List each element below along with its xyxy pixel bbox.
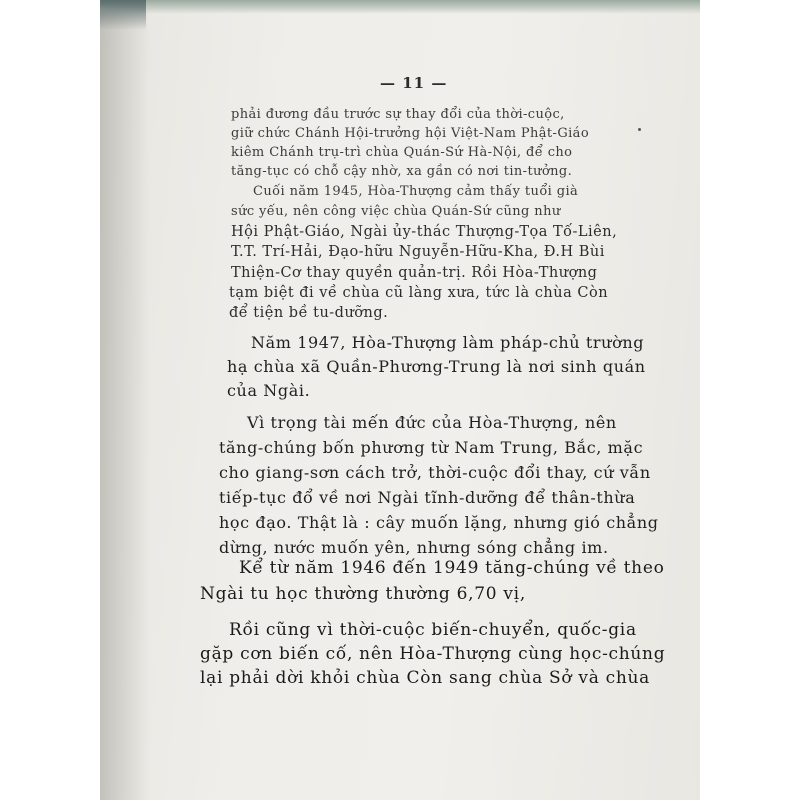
- ink-speck: [638, 128, 641, 131]
- text-line: tạm biệt đi về chùa cũ làng xưa, tức là chùa Còn: [229, 285, 609, 301]
- page-top-edge: [100, 0, 700, 14]
- text-line: T.T. Trí-Hải, Đạo-hữu Nguyễn-Hữu-Kha, Đ.H Bùi: [231, 244, 605, 260]
- text-line: hạ chùa xã Quần-Phương-Trung là nơi sinh quán: [227, 357, 646, 376]
- text-line: tăng-tục có chỗ cậy nhờ, xa gần có nơi tin-tưởng.: [231, 164, 573, 179]
- page-gutter-shadow: [100, 0, 150, 800]
- text-line: để tiện bề tu-dưỡng.: [229, 305, 389, 321]
- text-line: tăng-chúng bốn phương từ Nam Trung, Bắc, mặc: [219, 438, 644, 457]
- text-line: Vì trọng tài mến đức của Hòa-Thượng, nên: [247, 413, 617, 432]
- text-line: Năm 1947, Hòa-Thượng làm pháp-chủ trường: [251, 333, 645, 352]
- text-line: Cuối năm 1945, Hòa-Thượng cảm thấy tuổi già: [253, 184, 579, 199]
- text-line: Kể từ năm 1946 đến 1949 tăng-chúng về theo: [239, 558, 665, 578]
- text-line: Thiện-Cơ thay quyền quản-trị. Rồi Hòa-Thượng: [231, 265, 598, 281]
- text-line: tiếp-tục đổ về nơi Ngài tĩnh-dưỡng để thân-thừa: [219, 488, 636, 507]
- text-line: Ngài tu học thường thường 6,70 vị,: [200, 584, 526, 604]
- text-line: cho giang-sơn cách trở, thời-cuộc đổi thay, cứ vẫn: [219, 463, 651, 482]
- text-line: giữ chức Chánh Hội-trưởng hội Việt-Nam Phật-Giáo: [231, 126, 590, 141]
- text-line: dừng, nước muốn yên, nhưng sóng chẳng im.: [219, 538, 609, 557]
- text-line: Rồi cũng vì thời-cuộc biến-chuyển, quốc-gia: [229, 620, 637, 640]
- book-cover-corner: [100, 0, 146, 30]
- text-line: kiêm Chánh trụ-trì chùa Quán-Sứ Hà-Nội, để cho: [231, 145, 573, 160]
- text-line: lại phải dời khỏi chùa Còn sang chùa Sở và chùa: [200, 668, 650, 688]
- text-line: gặp cơn biến cố, nên Hòa-Thượng cùng học-chúng: [200, 644, 666, 664]
- page-number: — 11 —: [380, 74, 448, 92]
- text-line: của Ngài.: [227, 381, 311, 400]
- text-line: Hội Phật-Giáo, Ngài ủy-thác Thượng-Tọa Tố-Liên,: [231, 224, 618, 240]
- text-line: sức yếu, nên công việc chùa Quán-Sứ cũng như: [231, 204, 561, 219]
- text-line: học đạo. Thật là : cây muốn lặng, nhưng gió chẳng: [219, 513, 659, 532]
- text-line: phải đương đầu trước sự thay đổi của thời-cuộc,: [231, 107, 565, 122]
